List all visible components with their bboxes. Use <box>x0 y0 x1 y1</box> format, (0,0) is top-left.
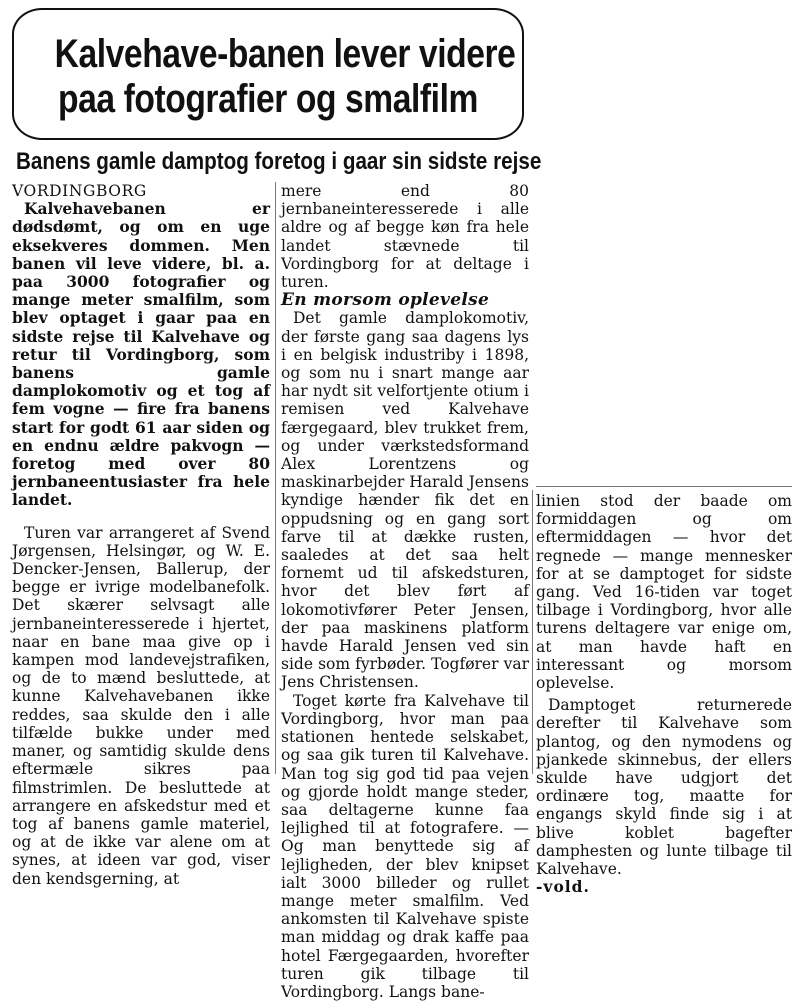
body-paragraph-2: Det gamle damplokomotiv, der første gang saa dagens lys i en belgisk industriby i 1898, og som nu i snart mange aar har nydt sit velfortjente otium i remisen ved Kalvehave færgegaard, blev trukket frem, og under værkstedsformand Alex Lorentzens og maskinarbejder Harald Jensens kyndige hænder fik det en oppudsning og en gang sort farve til at dække rusten, saaledes at det saa helt fornemt ud til afskedsturen, hvor det blev ført af lokomotivfører Peter Jensen, der paa maskinens platform havde Harald Jensen ved sin side som fyrbøder. Togfører var Jens Christensen. <box>281 309 529 692</box>
headline-line-2: paa fotografier og smalfilm <box>58 77 478 121</box>
body-paragraph-3-continued: linien stod der baade om formiddagen og om eftermiddagen — hvor det regnede — mange mennesker for at se damptoget for sidste gang. Ved 16-tiden var toget tilbage i Vordingborg, hvor alle turens deltagere var enige om, at man havde haft en interessant og morsom oplevelse. <box>536 492 792 693</box>
headline <box>54 32 516 122</box>
byline-signature: -vold. <box>536 877 590 897</box>
body-paragraph-3: Toget kørte fra Kalvehave til Vordingborg, hvor man paa stationen hentede selskabet, og saa gik turen til Kalvehave. Man tog sig god tid paa vejen og gjorde holdt mange steder, saa deltagerne kunne faa lejlighed til at fotografere. — Og man benyttede sig af lejligheden, der blev knipset ialt 3000 billeder og rullet mange meter smalfilm. Ved ankomsten til Kalvehave spiste man middag og drak kaffe paa hotel Færgegaarden, hvorefter turen gik tilbage til Vordingborg. Langs bane- <box>281 691 529 1001</box>
dateline: VORDINGBORG <box>12 182 147 200</box>
crosshead: En morsom oplevelse <box>281 290 490 311</box>
lead-paragraph: Kalvehavebanen er dødsdømt, og om en uge eksekveres dommen. Men banen vil leve videre, bl. a. paa 3000 fotografier og mange meter smalfilm, som blev optaget i gaar paa en sidste rejse til Kalvehave og retur til Vordingborg, som banens gamle damplokomotiv og et tog af fem vogne — fire fra banens start for godt 61 aar siden og en endnu ældre pakvogn — foretog med over 80 jernbaneentusiaster fra hele landet. <box>12 199 270 510</box>
column-divider-1 <box>275 182 276 774</box>
headline-box <box>12 8 524 140</box>
article-column-1 <box>12 182 270 888</box>
column-divider-2 <box>532 490 533 774</box>
subheadline: Banens gamle damptog foretog i gaar sin sidste rejse <box>16 148 542 175</box>
body-paragraph-1: Turen var arrangeret af Svend Jørgensen, Helsingør, og W. E. Dencker-Jensen, Ballerup, der begge er ivrige modelbanefolk. Det skærer selvsagt alle jernbaneinteresserede i hjertet, naar en bane maa give op i kampen mod landevejstrafiken, og de to mænd besluttede, at kunne Kalvehavebanen ikke reddes, saa skulde den i alle tilfælde bukke under med maner, og samtidig skulde dens eftermæle sikres paa filmstrimlen. De besluttede at arrangere en afskedstur med et tog af banens gamle materiel, og at de ikke var alene om at synes, at ideen var god, viser den kendsgerning, at <box>12 523 270 888</box>
article-column-3 <box>536 492 792 896</box>
article-column-2 <box>281 182 529 1001</box>
body-paragraph-1-continued: mere end 80 jernbaneinteresserede i alle aldre og af begge køn fra hele landet stævnede til Vordingborg for at deltage i turen. <box>281 182 529 292</box>
headline-line-1: Kalvehave-banen lever videre <box>54 32 516 76</box>
body-paragraph-4: Damptoget returnerede derefter til Kalvehave som plantog, og den nymodens og pjankede skinnebus, der ellers skulde have udgjort det ordinære tog, maatte for engangs skyld finde sig i at blive koblet bagefter damphesten og lunte tilbage til Kalvehave. <box>536 696 792 879</box>
column-3-top-rule <box>536 486 792 487</box>
